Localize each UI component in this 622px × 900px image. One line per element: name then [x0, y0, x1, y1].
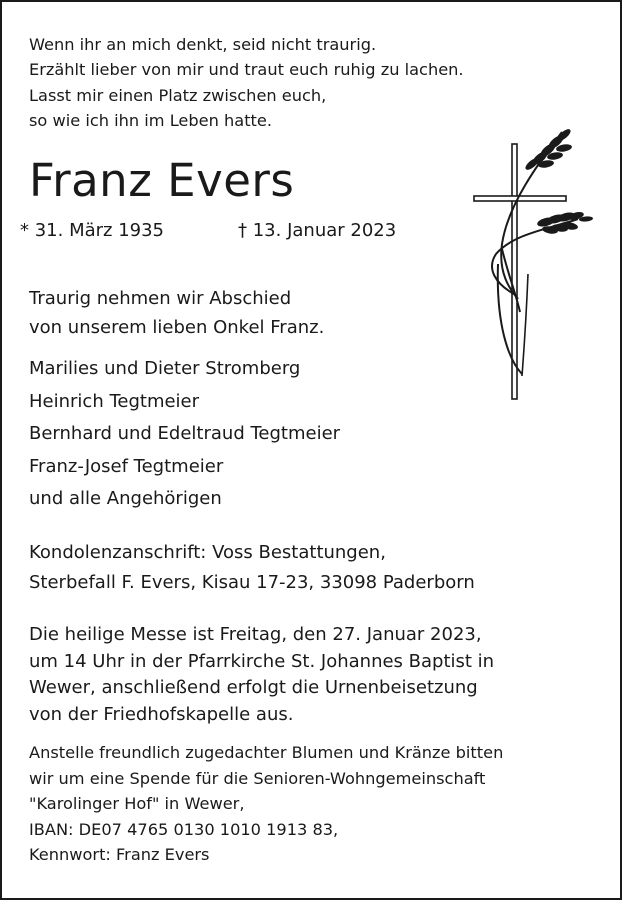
cross-with-wheat-icon: [468, 124, 606, 404]
poem-line: so wie ich ihn im Leben hatte.: [29, 110, 273, 130]
family-member: und alle Angehörigen: [29, 488, 222, 509]
poem-line: Lasst mir einen Platz zwischen euch,: [29, 85, 327, 105]
donation-line: "Karolinger Hof" in Wewer,: [29, 794, 245, 813]
iban-line: IBAN: DE07 4765 0130 1010 1913 83,: [29, 819, 339, 839]
family-list: [29, 353, 340, 516]
mourning-line: Traurig nehmen wir Abschied: [29, 288, 292, 309]
donation-request: [29, 740, 503, 868]
mass-line: um 14 Uhr in der Pfarrkirche St. Johannes Baptist in: [29, 650, 495, 672]
poem-line: Wenn ihr an mich denkt, seid nicht traurig.: [29, 35, 377, 54]
family-member: Franz-Josef Tegtmeier: [29, 455, 224, 477]
family-member: Bernhard und Edeltraud Tegtmeier: [29, 423, 341, 444]
birth-date: * 31. März 1935: [20, 220, 165, 241]
death-date: † 13. Januar 2023: [238, 220, 397, 241]
mass-line: Wewer, anschließend erfolgt die Urnenbeisetzung: [29, 677, 478, 698]
keyword-line: Kennwort: Franz Evers: [29, 845, 210, 864]
condolence-line: Sterbefall F. Evers, Kisau 17-23, 33098 Paderborn: [29, 572, 475, 593]
mass-line: Die heilige Messe ist Freitag, den 27. Januar 2023,: [29, 624, 482, 645]
poem-line: Erzählt lieber von mir und traut euch ruhig zu lachen.: [29, 60, 464, 80]
donation-line: Anstelle freundlich zugedachter Blumen und Kränze bitten: [29, 743, 504, 762]
family-member: Heinrich Tegtmeier: [29, 390, 200, 412]
mass-announcement: [29, 622, 494, 728]
mourning-text: [29, 284, 324, 342]
mass-line: von der Friedhofskapelle aus.: [29, 703, 294, 725]
deceased-name: Franz Evers: [29, 154, 295, 207]
condolence-address: [29, 538, 475, 598]
poem: [29, 32, 464, 133]
mourning-line: von unserem lieben Onkel Franz.: [29, 317, 325, 338]
donation-line: wir um eine Spende für die Senioren-Wohngemeinschaft: [29, 768, 486, 788]
condolence-line: Kondolenzanschrift: Voss Bestattungen,: [29, 542, 386, 563]
family-member: Marilies und Dieter Stromberg: [29, 358, 301, 379]
